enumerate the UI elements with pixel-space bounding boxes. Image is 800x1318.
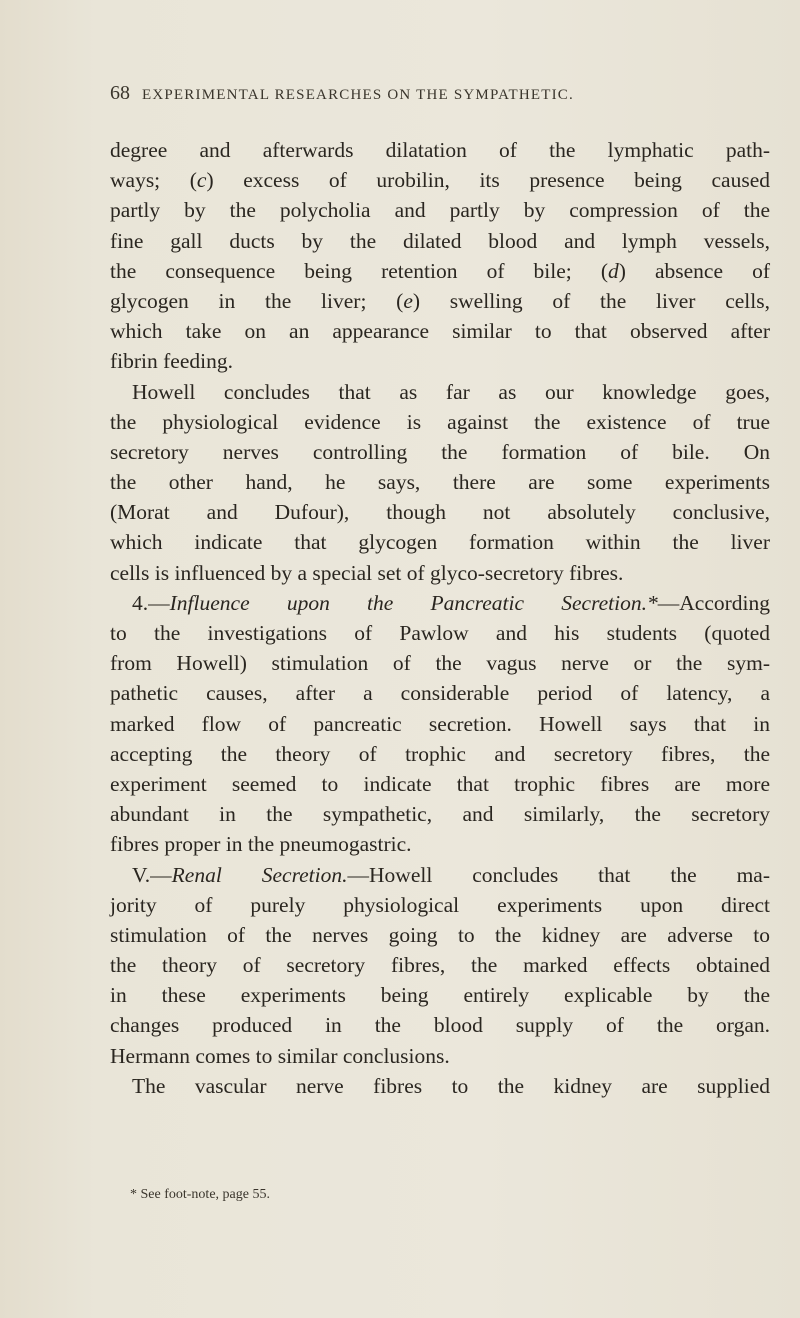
text-line: from Howell) stimulation of the vagus nerve or the sym- <box>110 651 770 676</box>
text-line: glycogen in the liver; (e) swelling of the liver cells, <box>110 288 770 313</box>
running-title: EXPERIMENTAL RESEARCHES ON THE SYMPATHETIC. <box>142 87 574 103</box>
text-line: the consequence being retention of bile; (d) absence of <box>110 258 771 283</box>
text-line: to the investigations of Pawlow and his students (quoted <box>110 621 770 645</box>
text-line: the other hand, he says, there are some experiments <box>110 470 770 495</box>
text-line: The vascular nerve fibres to the kidney are supplied <box>132 1073 770 1098</box>
text-line: accepting the theory of trophic and secretory fibres, the <box>110 741 770 766</box>
text-line: (Morat and Dufour), though not absolutely conclusive, <box>110 500 770 525</box>
text-line: stimulation of the nerves going to the kidney are adverse to <box>110 922 770 947</box>
text-line: secretory nerves controlling the formation of bile. On <box>110 439 770 464</box>
footnote: * See foot-note, page 55. <box>130 1187 270 1202</box>
text-line: ways; (c) excess of urobilin, its presence being caused <box>110 168 770 193</box>
text-line: Howell concludes that as far as our knowledge goes, <box>132 379 770 404</box>
text-line: fibres proper in the pneumogastric. <box>110 832 412 857</box>
section-heading-pancreatic: 4.—Influence upon the Pancreatic Secretion.*—According <box>132 590 770 615</box>
text-line: pathetic causes, after a considerable period of latency, a <box>110 681 770 706</box>
body-text <box>110 135 770 1101</box>
page-number: 68 <box>110 82 130 104</box>
text-line: which take on an appearance similar to that observed after <box>110 319 770 344</box>
text-line: jority of purely physiological experiments upon direct <box>110 892 770 917</box>
text-line: degree and afterwards dilatation of the lymphatic path- <box>110 138 770 162</box>
section-heading-renal: V.—Renal Secretion.—Howell concludes that the ma- <box>132 862 770 887</box>
text-line: marked flow of pancreatic secretion. Howell says that in <box>110 711 770 736</box>
running-header <box>110 82 770 105</box>
text-line: the theory of secretory fibres, the marked effects obtained <box>110 953 770 978</box>
text-line: Hermann comes to similar conclusions. <box>110 1043 450 1068</box>
text-line: fine gall ducts by the dilated blood and lymph vessels, <box>110 228 770 253</box>
text-line: experiment seemed to indicate that trophic fibres are more <box>110 771 770 796</box>
text-line: the physiological evidence is against the existence of true <box>110 409 770 434</box>
text-line: in these experiments being entirely explicable by the <box>110 983 770 1008</box>
text-line: which indicate that glycogen formation within the liver <box>110 530 770 555</box>
text-line: fibrin feeding. <box>110 349 233 374</box>
text-line: partly by the polycholia and partly by compression of the <box>110 198 770 223</box>
text-line: changes produced in the blood supply of the organ. <box>110 1013 770 1038</box>
text-line: cells is influenced by a special set of glyco-secretory fibres. <box>110 560 624 585</box>
text-line: abundant in the sympathetic, and similarly, the secretory <box>110 802 770 827</box>
